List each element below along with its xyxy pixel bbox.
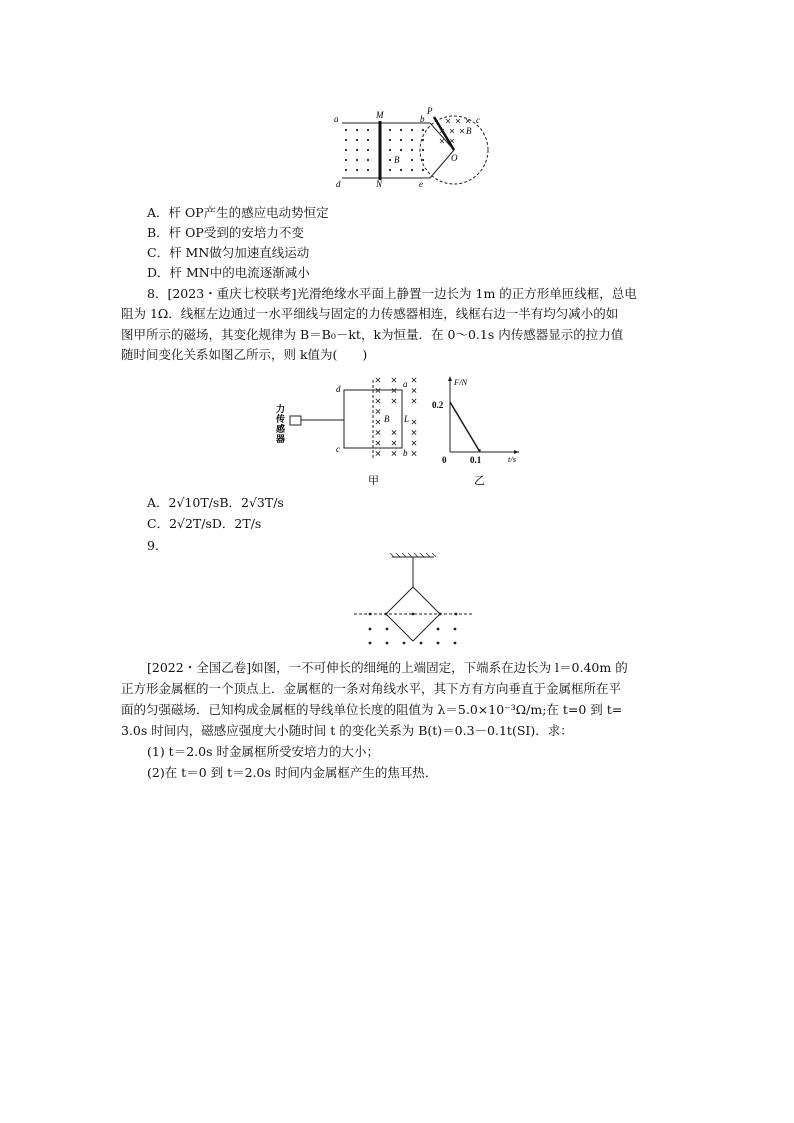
label-P: P bbox=[427, 106, 433, 116]
q7-option-b: B．杆 OP受到的安培力不变 bbox=[147, 225, 304, 240]
label-a: a bbox=[334, 114, 339, 124]
origin-label: 0 bbox=[442, 455, 447, 465]
label-B-right: B bbox=[466, 126, 472, 136]
axis-label-y: F/N bbox=[454, 377, 468, 387]
q9-stem-line4: 3.0s 时间内，磁感应强度大小随时间 t 的变化关系为 B(t)＝0.3－0.1t(SI)．求： bbox=[121, 723, 573, 738]
figure-frame-and-force-graph bbox=[274, 372, 524, 487]
svg-text:a: a bbox=[403, 379, 408, 389]
svg-text:c: c bbox=[336, 444, 340, 454]
label-d: d bbox=[336, 179, 341, 189]
label-c: c bbox=[476, 115, 480, 125]
q7-option-c: C．杆 MN做匀加速直线运动 bbox=[147, 245, 310, 260]
q9-stem-line2: 正方形金属框的一个顶点上．金属框的一条对角线水平，其下方有方向垂直于金属框所在平 bbox=[121, 681, 622, 696]
figure-rails-rotating-rod bbox=[330, 105, 500, 190]
sensor-label bbox=[275, 403, 285, 444]
q8-stem-line4: 随时间变化关系如图乙所示，则 k值为( ) bbox=[121, 347, 368, 362]
svg-text:d: d bbox=[336, 384, 341, 394]
q8-stem-line2: 阻为 1Ω．线框左边通过一水平细线与固定的力传感器相连，线框右边一半有均匀减小的如 bbox=[121, 306, 619, 321]
axis-label-x: t/s bbox=[508, 454, 517, 464]
svg-text:器: 器 bbox=[276, 434, 286, 444]
svg-text:b: b bbox=[403, 448, 408, 458]
label-O: O bbox=[451, 153, 458, 163]
force-time-line bbox=[450, 402, 480, 452]
svg-text:传: 传 bbox=[276, 414, 286, 424]
q9-stem-line3: 面的匀强磁场．已知构成金属框的导线单位长度的阻值为 λ＝5.0×10⁻³Ω/m;在 t=0 到 t= bbox=[121, 702, 623, 717]
q8-options-line2: C．2√2T/sD．2T/s bbox=[147, 516, 262, 531]
figure-hanging-square-frame bbox=[350, 553, 476, 648]
q9-number: 9． bbox=[147, 538, 168, 553]
q9-sub-question-1: (1) t＝2.0s 时金属框所受安培力的大小； bbox=[147, 744, 379, 759]
y-tick-label: 0.2 bbox=[432, 400, 444, 410]
q7-option-a: A．杆 OP产生的感应电动势恒定 bbox=[147, 205, 329, 220]
svg-text:L: L bbox=[404, 414, 410, 424]
label-B-left: B bbox=[394, 155, 400, 165]
q9-stem-line1: [2022・全国乙卷]如图，一不可伸长的细绳的上端固定，下端系在边长为 l＝0.40m 的 bbox=[147, 660, 628, 675]
caption-left: 甲 bbox=[368, 475, 379, 487]
label-N: N bbox=[376, 179, 383, 189]
q8-stem-line3: 图甲所示的磁场，其变化规律为 B＝B₀－kt，k为恒量．在 0～0.1s 内传感器显示的拉力值 bbox=[121, 327, 624, 342]
x-tick-label: 0.1 bbox=[470, 455, 482, 465]
q8-options-line1: A．2√10T/sB．2√3T/s bbox=[147, 495, 284, 510]
q9-sub-question-2: (2)在 t＝0 到 t＝2.0s 时间内金属框产生的焦耳热． bbox=[147, 765, 438, 780]
label-e: e bbox=[419, 179, 423, 189]
svg-text:B: B bbox=[384, 414, 390, 424]
svg-text:力: 力 bbox=[276, 404, 286, 414]
q7-option-d: D．杆 MN中的电流逐渐减小 bbox=[147, 265, 310, 280]
force-time-graph bbox=[432, 376, 519, 487]
q8-stem-line1: 8．[2023・重庆七校联考]光滑绝缘水平面上静置一边长为 1m 的正方形单匝线框，总电 bbox=[147, 286, 637, 301]
label-M: M bbox=[376, 110, 384, 120]
label-b: b bbox=[420, 114, 425, 124]
caption-right: 乙 bbox=[474, 475, 485, 487]
svg-text:感: 感 bbox=[276, 424, 286, 434]
